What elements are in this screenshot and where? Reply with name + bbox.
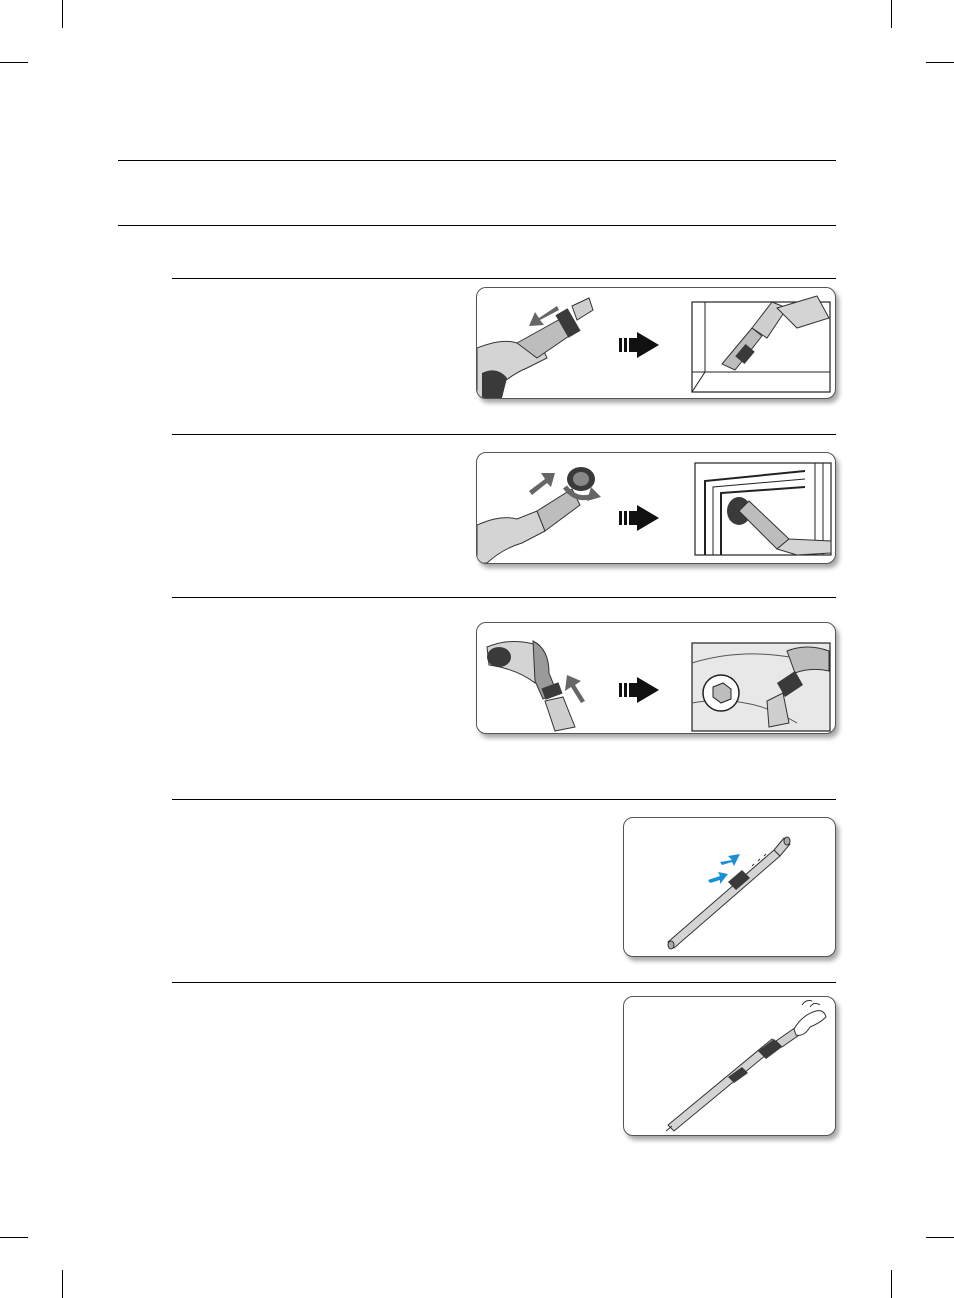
telescopic-pipe-illustration: [668, 837, 790, 949]
illustration-dusting-brush-panel: [476, 452, 836, 564]
extension-pipe-illustration: [666, 1027, 802, 1131]
hose-brush-illustration: [477, 467, 595, 563]
section-rule-5: [172, 982, 836, 983]
sofa-illustration: [692, 643, 830, 731]
crop-mark-br-v: [891, 1270, 892, 1298]
crop-mark-tr-h: [926, 62, 954, 63]
right-arrow-icon: [619, 505, 659, 531]
window-frame-illustration: [695, 463, 831, 555]
crop-mark-tr-v: [891, 0, 892, 28]
header-bottom-rule: [118, 225, 836, 226]
crop-mark-bl-h: [0, 1237, 28, 1238]
hose-nozzle-illustration: [487, 641, 575, 731]
illustration-telescopic-pipe-panel: [623, 817, 836, 957]
right-arrow-icon: [619, 332, 659, 358]
pointer-arrow-icon: [565, 675, 585, 703]
section-rule-3: [172, 597, 836, 598]
hand-icon: [794, 1001, 826, 1036]
corner-cleaning-illustration: [692, 296, 830, 392]
illustration-crevice-tool-panel: [476, 287, 836, 399]
crop-mark-tl-v: [62, 0, 63, 28]
header-top-rule: [118, 160, 836, 161]
section-rule-4: [172, 799, 836, 800]
crop-mark-br-h: [926, 1237, 954, 1238]
crop-mark-tl-h: [0, 62, 28, 63]
section-rule-2: [172, 434, 836, 435]
section-rule-1: [172, 278, 836, 279]
illustration-pipe-release-panel: [623, 996, 836, 1136]
right-arrow-icon: [619, 677, 659, 703]
pointer-arrow-icon: [529, 473, 555, 495]
illustration-upholstery-panel: [476, 622, 836, 734]
crop-mark-bl-v: [62, 1270, 63, 1298]
